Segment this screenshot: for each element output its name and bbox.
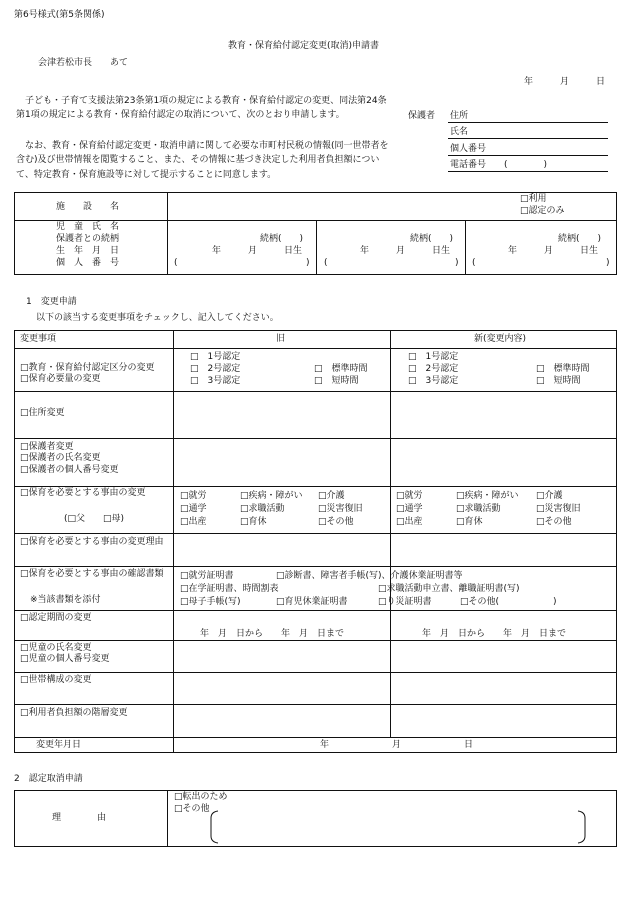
new-reason-leave[interactable]: □育休 (456, 517, 483, 527)
doc-school[interactable]: □在学証明書、時間割表 (180, 584, 279, 594)
new-reason-work[interactable]: □就労 (396, 491, 423, 501)
guardian-phone-field[interactable] (448, 171, 608, 172)
guardian-phone-label: 電話番号 ( ) (450, 160, 548, 170)
child1-birth[interactable]: 年 月 日生 (212, 246, 303, 256)
guardian-name-field[interactable] (448, 138, 608, 139)
old-cert-1[interactable]: □ 1号認定 (190, 352, 241, 362)
child2-birth[interactable]: 年 月 日生 (360, 246, 451, 256)
doc-other[interactable]: □その他( ) (460, 597, 557, 607)
new-reason-birth[interactable]: □出産 (396, 517, 423, 527)
new-reason-care[interactable]: □介護 (536, 491, 563, 501)
doc-disaster[interactable]: □り災証明書 (378, 597, 432, 607)
row-reason-label[interactable]: □保育を必要とする事由の変更 (20, 488, 146, 498)
guardian-id-label: 個人番号 (450, 144, 487, 154)
new-reason-illness[interactable]: □疾病・障がい (456, 491, 519, 501)
col-header-old: 旧 (276, 334, 286, 344)
row-child-label[interactable]: □児童の氏名変更 □児童の個人番号変更 (20, 643, 110, 665)
row-reason-change-label[interactable]: □保育を必要とする事由の変更理由 (20, 537, 164, 547)
child-id-label: 個 人 番 号 (56, 258, 120, 268)
row-docs-label[interactable]: □保育を必要とする事由の確認書類 (20, 569, 164, 579)
child1-id-open: ( (174, 258, 178, 268)
child-birth-label: 生 年 月 日 (56, 246, 120, 256)
left-bracket-icon (208, 810, 220, 844)
doc-employment[interactable]: □就労証明書 (180, 571, 234, 581)
child3-id-close: ) (606, 258, 610, 268)
old-reason-illness[interactable]: □疾病・障がい (240, 491, 303, 501)
intro-paragraph-2: なお、教育・保育給付認定変更・取消申請に関して必要な市町村民税の情報(同一世帯者を含む)及び世帯情報を閲覧すること、また、その情報に基づき決定した利用者負担額について、特定教育・保育施設等に対して提示することに同意します。 (16, 141, 389, 180)
child2-id-open: ( (324, 258, 328, 268)
doc-maternal[interactable]: □母子手帳(写) (180, 597, 241, 607)
child2-relation[interactable]: 続柄( ) (410, 234, 454, 244)
new-period[interactable]: 年 月 日から 年 月 日まで (422, 629, 567, 639)
doc-childcare-leave[interactable]: □育児休業証明書 (276, 597, 348, 607)
old-reason-leave[interactable]: □育休 (240, 517, 267, 527)
row-guardian-label[interactable]: □保護者変更 □保護者の氏名変更 □保護者の個人番号変更 (20, 442, 119, 475)
child3-id-open: ( (472, 258, 476, 268)
cancel-opt-moveout[interactable]: □転出のため (174, 792, 228, 802)
col-header-new: 新(変更内容) (474, 334, 527, 344)
cancel-opt-other[interactable]: □その他 (174, 804, 210, 814)
section1-heading: 1 変更申請 (26, 297, 77, 307)
row-address-label[interactable]: □住所変更 (20, 408, 65, 418)
guardian-address-field[interactable] (448, 122, 608, 123)
new-cert-3[interactable]: □ 3号認定 (408, 376, 459, 386)
old-amount-short[interactable]: □ 短時間 (314, 376, 359, 386)
guardian-id-field[interactable] (448, 155, 608, 156)
child-relation-label: 保護者との続柄 (56, 234, 120, 244)
child2-id-close: ) (455, 258, 459, 268)
guardian-name-label: 氏名 (450, 127, 469, 137)
child3-birth[interactable]: 年 月 日生 (508, 246, 599, 256)
row-household-label[interactable]: □世帯構成の変更 (20, 675, 92, 685)
old-amount-standard[interactable]: □ 標準時間 (314, 364, 368, 374)
guardian-address-label: 住所 (450, 111, 469, 121)
use-option-cert-only[interactable]: □認定のみ (520, 206, 565, 216)
cancel-other-reason-field[interactable] (220, 812, 576, 842)
cancel-reason-label: 理 由 (52, 813, 107, 823)
addressee: 会津若松市長 あて (38, 58, 129, 68)
change-date-value[interactable]: 年 月 日 (320, 740, 474, 750)
old-reason-jobseek[interactable]: □求職活動 (240, 504, 285, 514)
new-reason-other[interactable]: □その他 (536, 517, 572, 527)
doc-jobseek[interactable]: □求職活動申立書、離職証明書(写) (378, 584, 520, 594)
row-reason-parent[interactable]: (□父 □母) (64, 514, 125, 524)
old-reason-care[interactable]: □介護 (318, 491, 345, 501)
child3-relation[interactable]: 続柄( ) (558, 234, 602, 244)
old-cert-2[interactable]: □ 2号認定 (190, 364, 241, 374)
row-change-date-label: 変更年月日 (36, 740, 82, 750)
guardian-label: 保護者 (408, 111, 436, 121)
form-number: 第6号様式(第5条関係) (14, 10, 105, 20)
use-option-use[interactable]: □利用 (520, 194, 547, 204)
application-date[interactable]: 年 月 日 (524, 77, 606, 87)
child1-id-close: ) (306, 258, 310, 268)
form-title: 教育・保育給付認定変更(取消)申請書 (228, 41, 380, 51)
old-reason-disaster[interactable]: □災害復旧 (318, 504, 363, 514)
row-fee-label[interactable]: □利用者負担額の階層変更 (20, 708, 128, 718)
old-reason-birth[interactable]: □出産 (180, 517, 207, 527)
section2-heading: 2 認定取消申請 (14, 774, 83, 784)
child1-relation[interactable]: 続柄( ) (260, 234, 304, 244)
old-reason-other[interactable]: □その他 (318, 517, 354, 527)
new-cert-1[interactable]: □ 1号認定 (408, 352, 459, 362)
col-header-item: 変更事項 (20, 334, 57, 344)
child-name-label: 児 童 氏 名 (56, 222, 120, 232)
right-bracket-icon (576, 810, 588, 844)
intro-paragraph-1: 子ども・子育て支援法第23条第1項の規定による教育・保育給付認定の変更、同法第24条第1項の規定による教育・保育給付認定の取消について、次のとおり申請します。 (16, 96, 387, 121)
row-cert-label[interactable]: □教育・保育給付認定区分の変更 □保育必要量の変更 (20, 363, 155, 385)
row-docs-note: ※当該書類を添付 (30, 595, 101, 605)
doc-medical[interactable]: □診断書、障害者手帳(写)、介護休業証明書等 (276, 571, 463, 581)
new-cert-2[interactable]: □ 2号認定 (408, 364, 459, 374)
new-reason-jobseek[interactable]: □求職活動 (456, 504, 501, 514)
new-reason-school[interactable]: □通学 (396, 504, 423, 514)
row-period-label[interactable]: □認定期間の変更 (20, 613, 92, 623)
old-reason-work[interactable]: □就労 (180, 491, 207, 501)
new-amount-short[interactable]: □ 短時間 (536, 376, 581, 386)
old-period[interactable]: 年 月 日から 年 月 日まで (200, 629, 345, 639)
old-cert-3[interactable]: □ 3号認定 (190, 376, 241, 386)
old-reason-school[interactable]: □通学 (180, 504, 207, 514)
new-reason-disaster[interactable]: □災害復旧 (536, 504, 581, 514)
facility-label: 施 設 名 (56, 202, 120, 212)
section1-instruction: 以下の該当する変更事項をチェックし、記入してください。 (36, 313, 279, 323)
new-amount-standard[interactable]: □ 標準時間 (536, 364, 590, 374)
